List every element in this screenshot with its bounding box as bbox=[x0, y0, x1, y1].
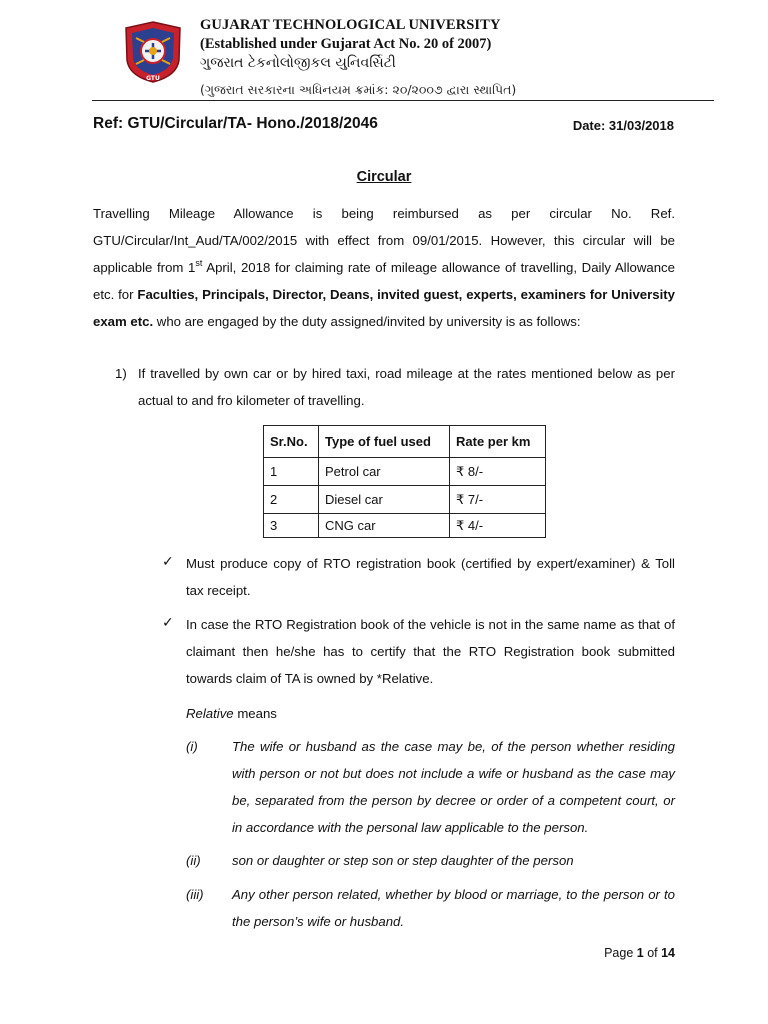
list-number: 1) bbox=[115, 366, 127, 381]
table-row bbox=[264, 458, 546, 486]
table-cell: Petrol car bbox=[319, 458, 450, 486]
relative-item-text: The wife or husband as the case may be, of the person whether residing with person or not but does not include a wife or husband as the case may be, separated from the person by decree or order of a competent court, or in accordance with the personal law applicable to the person. bbox=[232, 739, 675, 835]
table-cell: 2 bbox=[264, 486, 319, 514]
list-item-1 bbox=[115, 360, 675, 414]
established-line-gujarati: (ગુજરાત સરકારના અધિનયમ ક્રમાંક: ૨૦/૨૦૦૭ દ્વારા સ્થાપિત) bbox=[200, 82, 517, 97]
relative-item-number: (ii) bbox=[186, 853, 201, 868]
table-cell: ₹ 4/- bbox=[450, 514, 546, 538]
header-divider bbox=[92, 100, 714, 101]
university-logo bbox=[122, 20, 184, 84]
mileage-rate-table bbox=[263, 425, 546, 538]
relative-item-text: Any other person related, whether by blood or marriage, to the person or to the person’s wife or husband. bbox=[232, 887, 675, 929]
table-cell: CNG car bbox=[319, 514, 450, 538]
relative-item-number: (iii) bbox=[186, 887, 204, 902]
table-cell: 1 bbox=[264, 458, 319, 486]
relative-definition-heading: Relative means bbox=[186, 706, 277, 721]
table-cell: 3 bbox=[264, 514, 319, 538]
table-header: Sr.No. bbox=[264, 426, 319, 458]
table-cell: ₹ 7/- bbox=[450, 486, 546, 514]
page-number: Page 1 of 14 bbox=[604, 946, 675, 960]
intro-paragraph: Travelling Mileage Allowance is being reimbursed as per circular No. Ref. GTU/Circular/Int_Aud/TA/002/2015 with effect from 09/01/2015. However, this circular will be applicable from 1st April, 2018 for claiming rate of mileage allowance of travelling, Daily Allowance etc. for Faculties, Principals, Director, Deans, invited guest, experts, examiners for University exam etc. who are engaged by the duty assigned/invited by university is as follows: bbox=[93, 206, 675, 329]
university-name: GUJARAT TECHNOLOGICAL UNIVERSITY bbox=[200, 17, 501, 33]
university-name-gujarati: ગુજરાત ટેકનોલોજીકલ યુનિવર્સિટી bbox=[200, 55, 396, 71]
svg-text:GTU: GTU bbox=[146, 75, 160, 82]
circular-date: Date: 31/03/2018 bbox=[572, 118, 674, 133]
relative-item-number: (i) bbox=[186, 739, 198, 754]
table-header: Rate per km bbox=[450, 426, 546, 458]
document-title: Circular bbox=[356, 169, 412, 185]
table-header: Type of fuel used bbox=[319, 426, 450, 458]
table-cell: Diesel car bbox=[319, 486, 450, 514]
checkmark-icon: ✓ bbox=[162, 614, 174, 630]
table-cell: ₹ 8/- bbox=[450, 458, 546, 486]
table-row bbox=[264, 486, 546, 514]
table-header-row bbox=[264, 426, 546, 458]
established-line: (Established under Gujarat Act No. 20 of 2007) bbox=[200, 36, 492, 52]
checkmark-icon: ✓ bbox=[162, 553, 174, 569]
bullet-rto-owner: In case the RTO Registration book of the vehicle is not in the same name as that of claimant then he/she has to certify that the RTO Registration book submitted towards claim of TA is owned by *Relative. bbox=[186, 617, 675, 686]
bullet-rto-copy: Must produce copy of RTO registration book (certified by expert/examiner) & Toll tax receipt. bbox=[186, 556, 675, 598]
list-item-text: If travelled by own car or by hired taxi, road mileage at the rates mentioned below as per actual to and fro kilometer of travelling. bbox=[138, 366, 675, 408]
relative-item-text: son or daughter or step son or step daughter of the person bbox=[232, 853, 574, 868]
reference-number: Ref: GTU/Circular/TA- Hono./2018/2046 bbox=[93, 115, 378, 132]
table-row bbox=[264, 514, 546, 538]
